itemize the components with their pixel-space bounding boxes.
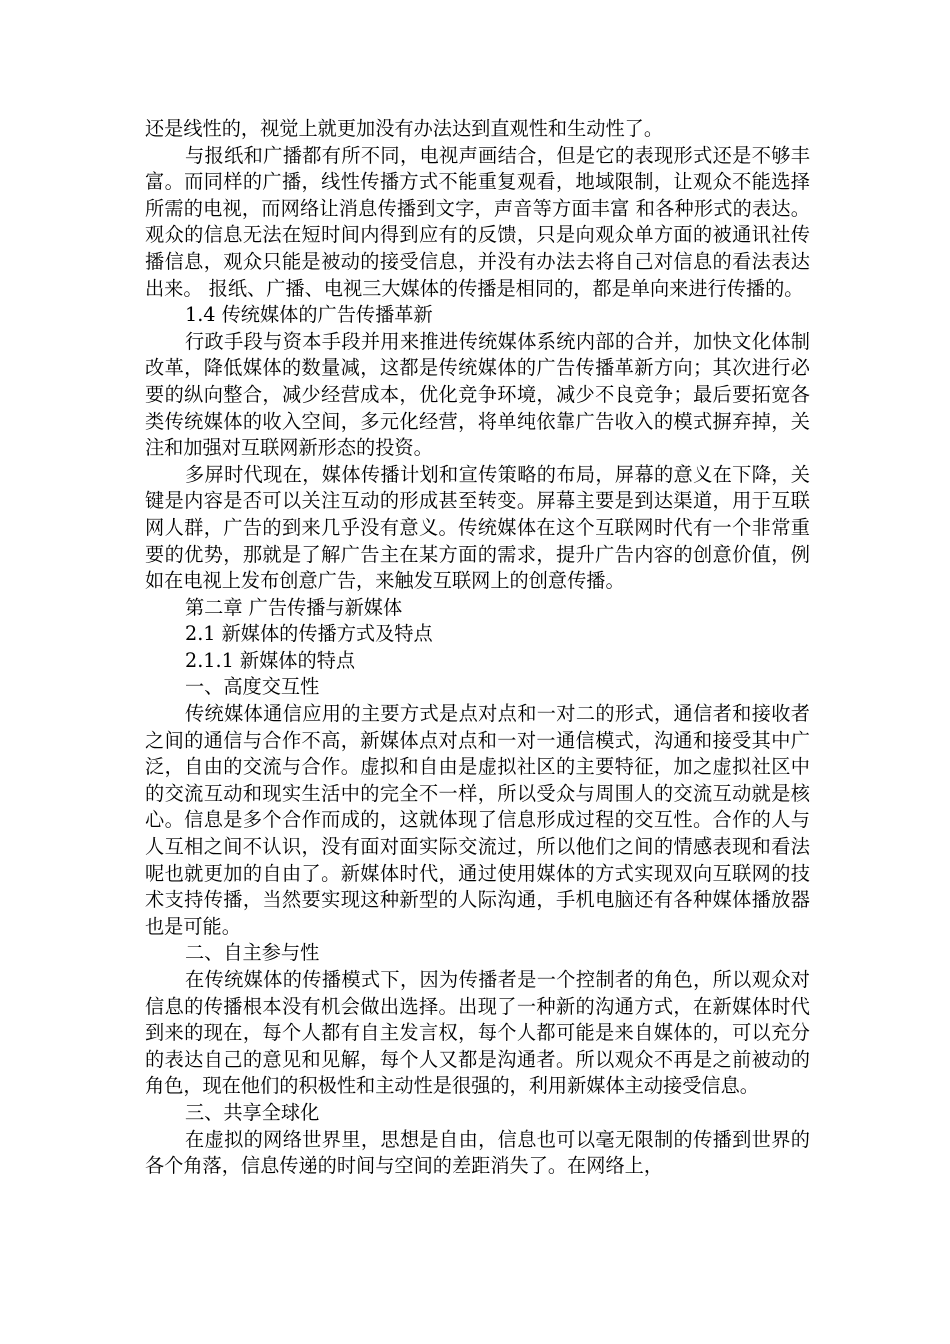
subsection-heading: 2.1.1 新媒体的特点 [185,648,356,672]
paragraph: 行政手段与资本手段并用来推进传统媒体系统内部的合并，加快文化体制改革，降低媒体的数量减，这都是传统媒体的广告传播革新方向；其次进行必要的纵向整合，减少经营成本，优化竞争环境，减少不良竞争；最后要拓宽各类传统媒体的收入空间，多元化经营，将单纯依靠广告收入的模式摒弃掉，关注和加强对互联网新形态的投资。 [145,329,810,460]
paragraph: 传统媒体通信应用的主要方式是点对点和一对二的形式，通信者和接收者之间的通信与合作不高，新媒体点对点和一对一通信模式，沟通和接受其中广泛，自由的交流与合作。虚拟和自由是虚拟社区的主要特征，加之虚拟社区中的交流互动和现实生活中的完全不一样，所以受众与周围人的交流互动就是核心。信息是多个合作而成的，这就体现了信息形成过程的交互性。合作的人与人互相之间不认识，没有面对面实际交流过，所以他们之间的情感表现和看法呢也就更加的自由了。新媒体时代，通过使用媒体的方式实现双向互联网的技术支持传播，当然要实现这种新型的人际沟通，手机电脑还有各种媒体播放器也是可能。 [145,702,810,938]
chapter-heading: 第二章 广告传播与新媒体 [185,595,403,619]
point-heading: 三、共享全球化 [185,1100,320,1124]
paragraph: 与报纸和广播都有所不同，电视声画结合，但是它的表现形式还是不够丰富。而同样的广播，线性传播方式不能重复观看，地域限制，让观众不能选择所需的电视，而网络让消息传播到文字，声音等方面丰富 和各种形式的表达。观众的信息无法在短时间内得到应有的反馈，只是向观众单方面的被通讯社传播信息，观众只能是被动的接受信息，并没有办法去将自己对信息的看法表达出来。 报纸、广播、电视三大媒体的传播是相同的，都是单向来进行传播的。 [145,143,810,300]
paragraph: 在虚拟的网络世界里，思想是自由，信息也可以毫无限制的传播到世界的各个角落，信息传递的时间与空间的差距消失了。在网络上， [145,1127,810,1178]
point-heading: 一、高度交互性 [185,675,320,699]
section-heading: 1.4 传统媒体的广告传播革新 [185,303,433,327]
point-heading: 二、自主参与性 [185,941,320,965]
section-heading: 2.1 新媒体的传播方式及特点 [185,622,433,646]
paragraph: 还是线性的，视觉上就更加没有办法达到直观性和生动性了。 [145,117,664,140]
paragraph: 多屏时代现在，媒体传播计划和宣传策略的布局，屏幕的意义在下降，关键是内容是否可以关注互动的形成甚至转变。屏幕主要是到达渠道，用于互联网人群，广告的到来几乎没有意义。传统媒体在这个互联网时代有一个非常重要的优势，那就是了解广告主在某方面的需求，提升广告内容的创意价值，例如在电视上发布创意广告，来触发互联网上的创意传播。 [145,462,810,593]
document-page [145,116,810,1180]
paragraph: 在传统媒体的传播模式下，因为传播者是一个控制者的角色，所以观众对信息的传播根本没有机会做出选择。出现了一种新的沟通方式，在新媒体时代到来的现在，每个人都有自主发言权，每个人都可能是来自媒体的，可以充分的表达自己的意见和见解，每个人又都是沟通者。所以观众不再是之前被动的角色，现在他们的积极性和主动性是很强的，利用新媒体主动接受信息。 [145,968,810,1098]
